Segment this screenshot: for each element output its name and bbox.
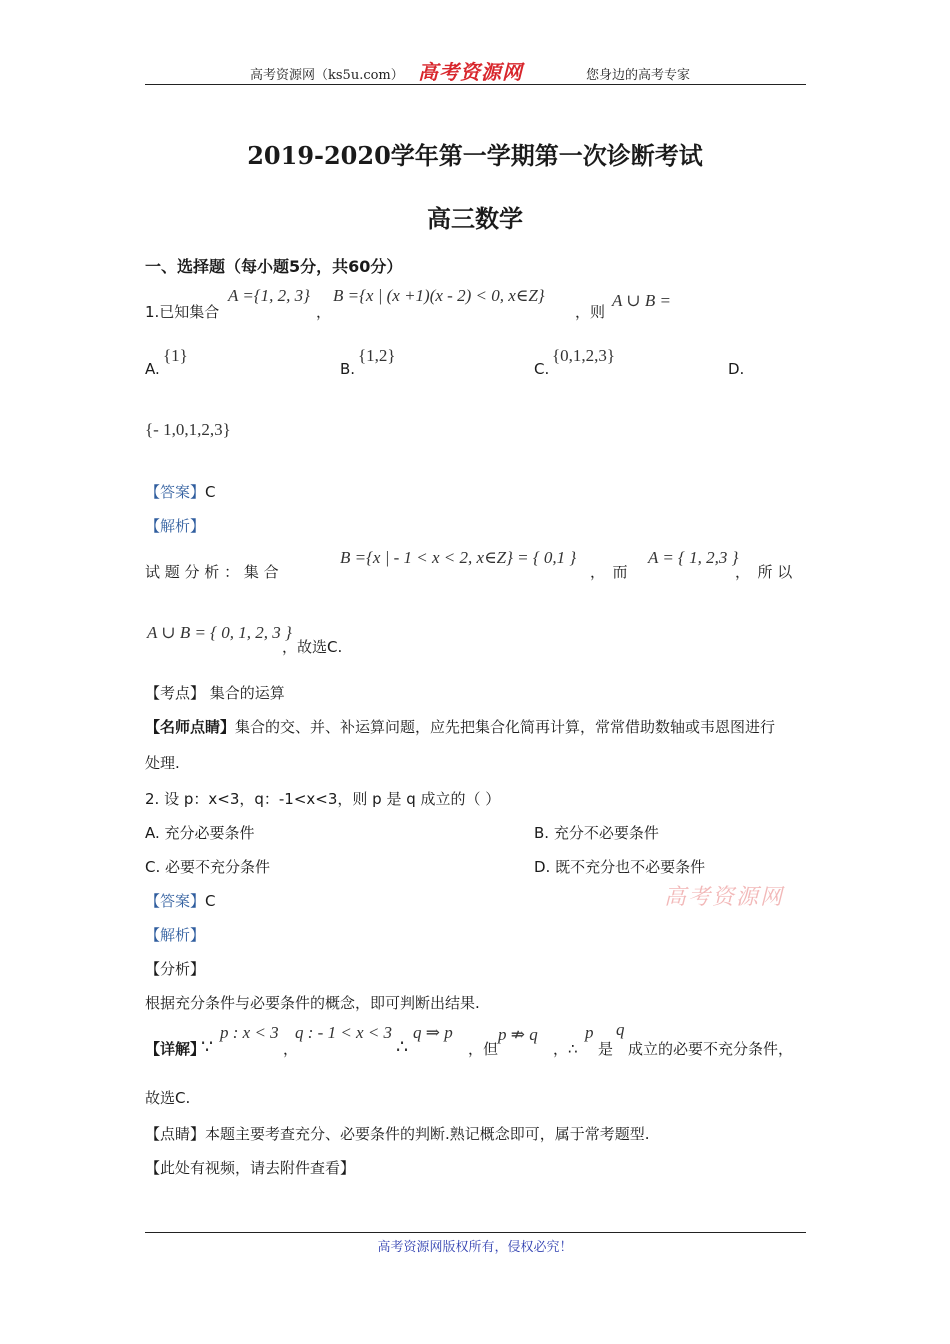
footer-copyright: 高考资源网版权所有，侵权必究！ [377, 1240, 573, 1255]
q2-fenxi-tag: 【分析】 [145, 960, 206, 978]
q1-analysis-and: ， 而 [590, 563, 628, 581]
q1-option-b-value: {1,2} [358, 346, 396, 365]
q2-comma: ， [283, 1040, 299, 1058]
q2-answer: C [205, 892, 216, 910]
q1-option-c-value: {0,1,2,3} [552, 346, 616, 365]
q2-option-a: A. 充分必要条件 [145, 824, 255, 842]
q2-dianjing: 【点睛】本题主要考查充分、必要条件的判断.熟记概念即可，属于常考题型. [145, 1125, 650, 1143]
q2-detail-tag: 【详解】 [145, 1040, 206, 1058]
header-rule [145, 84, 806, 85]
page-subtitle: 高三数学 [427, 204, 523, 233]
q1-analysis-so: ， 所 以 [735, 563, 793, 581]
q1-analysis-tag: 【解析】 [145, 517, 206, 535]
q1-ask: A ∪ B = [612, 291, 671, 310]
q1-option-a-label: A. [145, 360, 160, 378]
q2-fenxi-text: 根据充分条件与必要条件的概念，即可判断出结果. [145, 994, 480, 1012]
q1-analysis-set-b: B ={x | - 1 < x < 2, x∈Z} = { 0,1 } [340, 548, 577, 567]
q2-p: p [585, 1023, 594, 1042]
q1-mingshi-text: 集合的交、并、补运算问题，应先把集合化简再计算，常常借助数轴或韦恩图进行 [235, 718, 776, 736]
q1-then: ，则 [575, 303, 606, 321]
section-heading: 一、选择题（每小题5分，共60分） [145, 257, 403, 276]
q1-answer-tag: 【答案】 [145, 483, 206, 501]
q1-option-c-label: C. [534, 360, 550, 378]
footer-rule [145, 1232, 806, 1233]
q2-conclude: 故选C. [145, 1089, 191, 1107]
q1-set-b: B ={x | (x +1)(x - 2) < 0, x∈Z} [333, 286, 545, 305]
q2-tail: 成立的必要不充分条件， [628, 1040, 794, 1058]
header-slogan: 您身边的高考专家 [586, 68, 691, 83]
q1-conclude: ，故选C. [282, 638, 343, 656]
q2-p-def: p : x < 3 [220, 1023, 279, 1042]
q2-q-def: q : - 1 < x < 3 [295, 1023, 393, 1042]
q1-set-a: A ={1, 2, 3} [228, 286, 310, 305]
q2-comma-therefore: ，∴ [553, 1040, 578, 1058]
q1-option-d-label: D. [728, 360, 745, 378]
q1-analysis-set-a: A = { 1, 2,3 } [648, 548, 739, 567]
q1-mingshi-text-2: 处理. [145, 754, 180, 772]
header-site-name: 高考资源网（ks5u.com） [250, 68, 404, 83]
q2-analysis-tag: 【解析】 [145, 926, 206, 944]
q2-is: 是 [598, 1040, 614, 1058]
because-symbol: ∵ [201, 1037, 214, 1058]
q2-option-c: C. 必要不充分条件 [145, 858, 271, 876]
header-logo: 高考资源网 [418, 60, 523, 84]
q1-comma: ， [316, 303, 332, 321]
q1-answer: C [205, 483, 216, 501]
q2-option-d: D. 既不充分也不必要条件 [534, 858, 706, 876]
q1-kaodian: 【考点】 集合的运算 [145, 684, 285, 702]
q2-option-b: B. 充分不必要条件 [534, 824, 659, 842]
q1-option-d-value: {- 1,0,1,2,3} [145, 420, 231, 439]
q2-but: ，但 [468, 1040, 499, 1058]
q2-q: q [616, 1020, 625, 1039]
q1-option-b-label: B. [340, 360, 356, 378]
q1-prefix: 1.已知集合 [145, 303, 220, 321]
watermark: 高考资源网 [664, 885, 785, 910]
q1-mingshi-tag: 【名师点睛】 [145, 718, 236, 736]
q2-stem: 2. 设 p：x<3，q：-1<x<3，则 p 是 q 成立的（ ） [145, 790, 501, 808]
q2-not-implication: p ⇏ q [498, 1025, 538, 1044]
therefore-symbol: ∴ [396, 1037, 409, 1058]
page-title: 2019-2020学年第一学期第一次诊断考试 [247, 141, 703, 170]
q2-answer-tag: 【答案】 [145, 892, 206, 910]
q1-option-a-value: {1} [163, 346, 188, 365]
q1-union-result: A ∪ B = { 0, 1, 2, 3 } [147, 623, 292, 642]
q2-implication: q ⇒ p [413, 1023, 453, 1042]
q2-video-note: 【此处有视频，请去附件查看】 [145, 1159, 356, 1177]
q1-analysis-lead: 试 题 分 析 ： 集 合 [145, 563, 279, 581]
